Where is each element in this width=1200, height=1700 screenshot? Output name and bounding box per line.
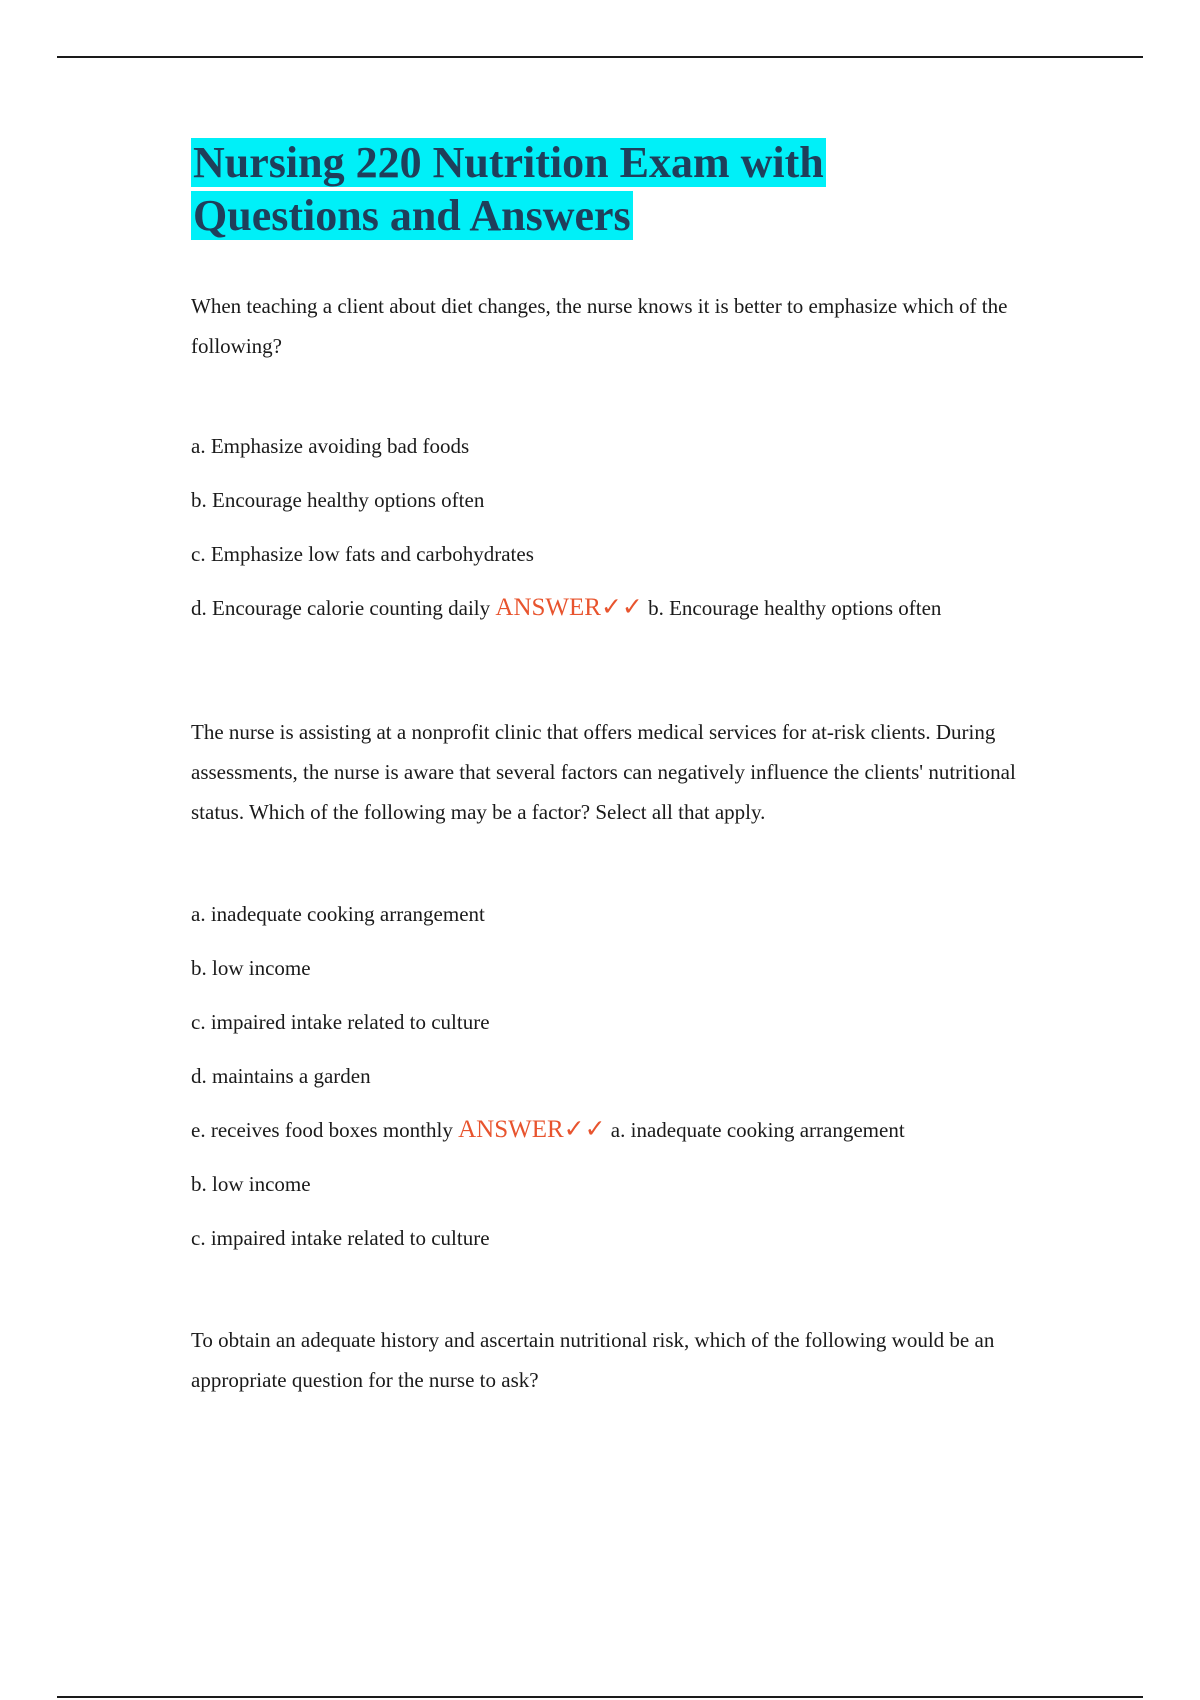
header-rule (57, 56, 1143, 58)
title-line-1: Nursing 220 Nutrition Exam with (193, 138, 824, 187)
question-2-option-a: a. inadequate cooking arrangement (191, 902, 485, 926)
answer-label: ANSWER✓✓ (458, 1116, 606, 1143)
document-title (191, 136, 1071, 242)
question-2-option-e: e. receives food boxes monthly (191, 1118, 453, 1142)
question-1-answer: b. Encourage healthy options often (648, 596, 942, 620)
question-2-option-b: b. low income (191, 956, 311, 980)
question-1-option-a: a. Emphasize avoiding bad foods (191, 434, 470, 458)
question-1-option-c: c. Emphasize low fats and carbohydrates (191, 542, 534, 566)
question-1-text: When teaching a client about diet changes, the nurse knows it is better to emphasize which of the following? (191, 294, 1008, 358)
question-2-text: The nurse is assisting at a nonprofit clinic that offers medical services for at-risk clients. During assessments, the nurse is aware that several factors can negatively influence the clients' nutritional status. Which of the following may be a factor? Select all that apply. (191, 720, 1016, 824)
question-1-option-d: d. Encourage calorie counting daily (191, 596, 491, 620)
footer-rule (57, 1696, 1143, 1698)
question-2-answer-2: b. low income (191, 1172, 311, 1196)
title-line-2: Questions and Answers (193, 191, 631, 240)
question-3-text: To obtain an adequate history and ascertain nutritional risk, which of the following would be an appropriate question for the nurse to ask? (191, 1328, 995, 1392)
question-2-answer-3: c. impaired intake related to culture (191, 1226, 490, 1250)
question-1-option-b: b. Encourage healthy options often (191, 488, 485, 512)
question-2-option-c: c. impaired intake related to culture (191, 1010, 490, 1034)
answer-label: ANSWER✓✓ (495, 594, 643, 621)
document-page (191, 136, 1071, 1400)
question-2-option-e-with-answer (191, 1116, 1071, 1144)
question-1-option-d-with-answer (191, 594, 1071, 622)
question-2-answer-1: a. inadequate cooking arrangement (610, 1118, 905, 1142)
question-2-option-d: d. maintains a garden (191, 1064, 371, 1088)
question-2-options (191, 900, 1071, 1252)
question-1-options (191, 432, 1071, 622)
